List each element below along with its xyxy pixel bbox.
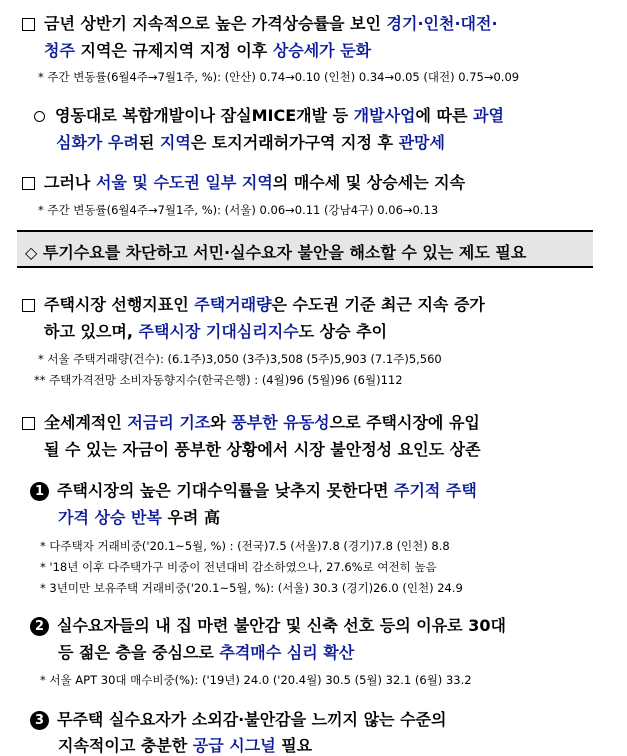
p3-line-1: 3 무주택 실수요자가 소외감·불안감을 느끼지 않는 수준의: [30, 707, 446, 730]
s4-note-1: * 서울 주택거래량(건수): (6.1주)3,050 (3주)3,508 (5주)5,903 (7.1주)5,560: [38, 352, 442, 366]
p1-note-2: * '18년 이후 다주택가구 비중이 전년대비 감소하였으나, 27.6%로 여전히 높음: [40, 560, 437, 574]
s2-line-2: 심화가 우려된 지역은 토지거래허가구역 지정 후 관망세: [56, 133, 445, 152]
section-banner: [17, 230, 593, 268]
s1-line-1: 금년 상반기 지속적으로 높은 가격상승률을 보인 경기·인천·대전·: [22, 11, 498, 34]
s4-note-2: ** 주택가격전망 소비자동향지수(한국은행) : (4월)96 (5월)96 (6월)112: [34, 373, 403, 387]
numbered-bullet-1: 1: [30, 482, 49, 501]
banner-text: ◇ 투기수요를 차단하고 서민·실수요자 불안을 해소할 수 있는 제도 필요: [25, 243, 527, 262]
p1-note-1: * 다주택자 거래비중('20.1~5월, %) : (전국)7.5 (서울)7.8 (경기)7.8 (인천) 8.8: [40, 539, 450, 553]
s4-line-2: 하고 있으며, 주택시장 기대심리지수도 상승 추이: [44, 322, 388, 341]
s3-line-1: 그러나 서울 및 수도권 일부 지역의 매수세 및 상승세는 지속: [22, 170, 465, 193]
s1-note: * 주간 변동률(6월4주→7월1주, %): (안산) 0.74→0.10 (인천) 0.34→0.05 (대전) 0.75→0.09: [38, 70, 520, 84]
p1-note-3: * 3년미만 보유주택 거래비중('20.1~5월, %): (서울) 30.3 (경기)26.0 (인천) 24.9: [40, 581, 463, 595]
p2-note: * 서울 APT 30대 매수비중(%): ('19년) 24.0 ('20.4월) 30.5 (5월) 32.1 (6월) 33.2: [40, 673, 472, 687]
numbered-bullet-3: 3: [30, 711, 49, 730]
s5-line-1: 全세계적인 저금리 기조와 풍부한 유동성으로 주택시장에 유입: [22, 410, 480, 433]
s3-note: * 주간 변동률(6월4주→7월1주, %): (서울) 0.06→0.11 (강남4구) 0.06→0.13: [38, 203, 439, 217]
p2-line-2: 등 젊은 층을 중심으로 추격매수 심리 확산: [58, 643, 355, 662]
square-bullet-icon: [22, 18, 35, 31]
square-bullet-icon: [22, 177, 35, 190]
square-bullet-icon: [22, 417, 35, 430]
p2-line-1: 2 실수요자들의 내 집 마련 불안감 및 신축 선호 등의 이유로 30대: [30, 613, 506, 636]
s2-line-1: 영동대로 복합개발이나 잠실MICE개발 등 개발사업에 따른 과열: [34, 103, 504, 126]
s1-line-2: 청주 지역은 규제지역 지정 이후 상승세가 둔화: [44, 41, 372, 60]
p3-line-2: 지속적이고 충분한 공급 시그널 필요: [58, 736, 313, 755]
square-bullet-icon: [22, 299, 35, 312]
numbered-bullet-2: 2: [30, 617, 49, 636]
p1-line-2: 가격 상승 반복 우려 高: [58, 508, 220, 527]
s4-line-1: 주택시장 선행지표인 주택거래량은 수도권 기준 최근 지속 증가: [22, 292, 485, 315]
circle-bullet-icon: [34, 111, 45, 122]
p1-line-1: 1 주택시장의 높은 기대수익률을 낮추지 못한다면 주기적 주택: [30, 478, 477, 501]
s5-line-2: 될 수 있는 자금이 풍부한 상황에서 시장 불안정성 요인도 상존: [44, 440, 481, 459]
